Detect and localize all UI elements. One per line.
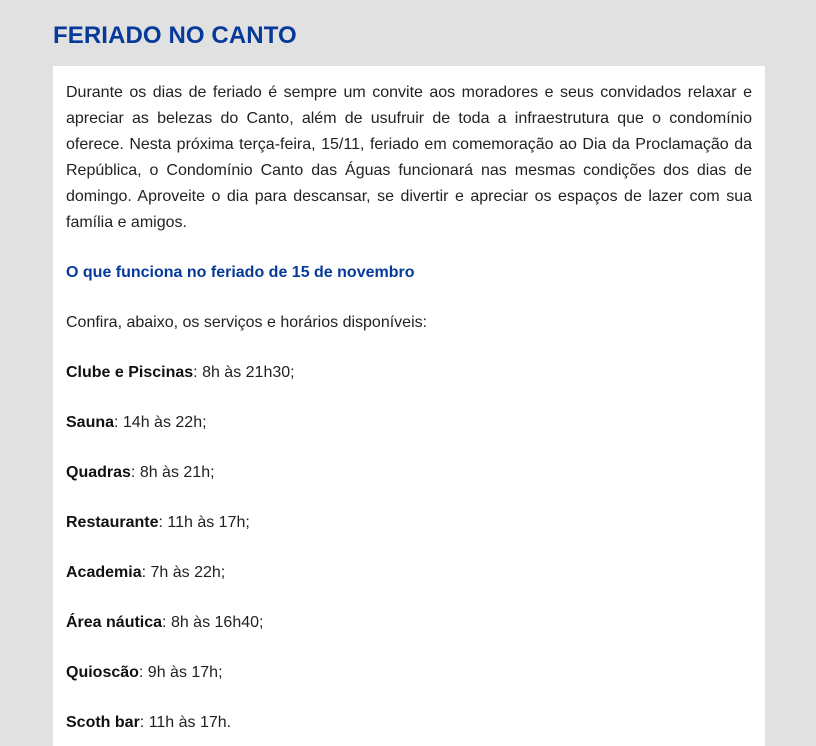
service-hours: : 8h às 21h30;	[193, 364, 295, 381]
service-hours: : 9h às 17h;	[138, 664, 223, 681]
service-item-clube	[66, 360, 752, 386]
service-item-scoth-bar	[66, 710, 752, 736]
service-name: Restaurante	[66, 514, 159, 531]
service-name: Quadras	[66, 464, 131, 481]
service-hours: : 14h às 22h;	[114, 414, 207, 431]
service-name: Clube e Piscinas	[66, 364, 194, 381]
article-card	[53, 66, 765, 746]
service-name: Quioscão	[66, 664, 139, 681]
page-title: FERIADO NO CANTO	[53, 22, 297, 49]
service-item-academia	[66, 560, 752, 586]
section-subheading: O que funciona no feriado de 15 de novembro	[66, 264, 415, 281]
intro-paragraph: Durante os dias de feriado é sempre um convite aos moradores e seus convidados relaxar e apreciar as belezas do Canto, além de usufruir de toda a infraestrutura que o condomínio oferece. Nesta próxima terça-feira, 15/11, feriado em comemoração ao Dia da Proclamação da República, o Condomínio Canto das Águas funcionará nas mesmas condições dos dias de domingo. Aproveite o dia para descansar, se divertir e apreciar os espaços de lazer com sua família e amigos.	[66, 84, 752, 231]
service-name: Scoth bar	[66, 714, 140, 731]
service-hours: : 8h às 21h;	[130, 464, 215, 481]
service-hours: : 11h às 17h.	[139, 714, 232, 731]
service-hours: : 8h às 16h40;	[162, 614, 264, 631]
service-item-sauna	[66, 410, 752, 436]
service-item-restaurante	[66, 510, 752, 536]
lead-paragraph: Confira, abaixo, os serviços e horários disponíveis:	[66, 314, 428, 331]
service-hours: : 11h às 17h;	[158, 514, 250, 531]
service-item-area-nautica	[66, 610, 752, 636]
service-hours: : 7h às 22h;	[141, 564, 226, 581]
service-item-quadras	[66, 460, 752, 486]
service-name: Área náutica	[66, 614, 163, 631]
service-name: Academia	[66, 564, 142, 581]
service-item-quioscao	[66, 660, 752, 686]
service-name: Sauna	[66, 414, 115, 431]
